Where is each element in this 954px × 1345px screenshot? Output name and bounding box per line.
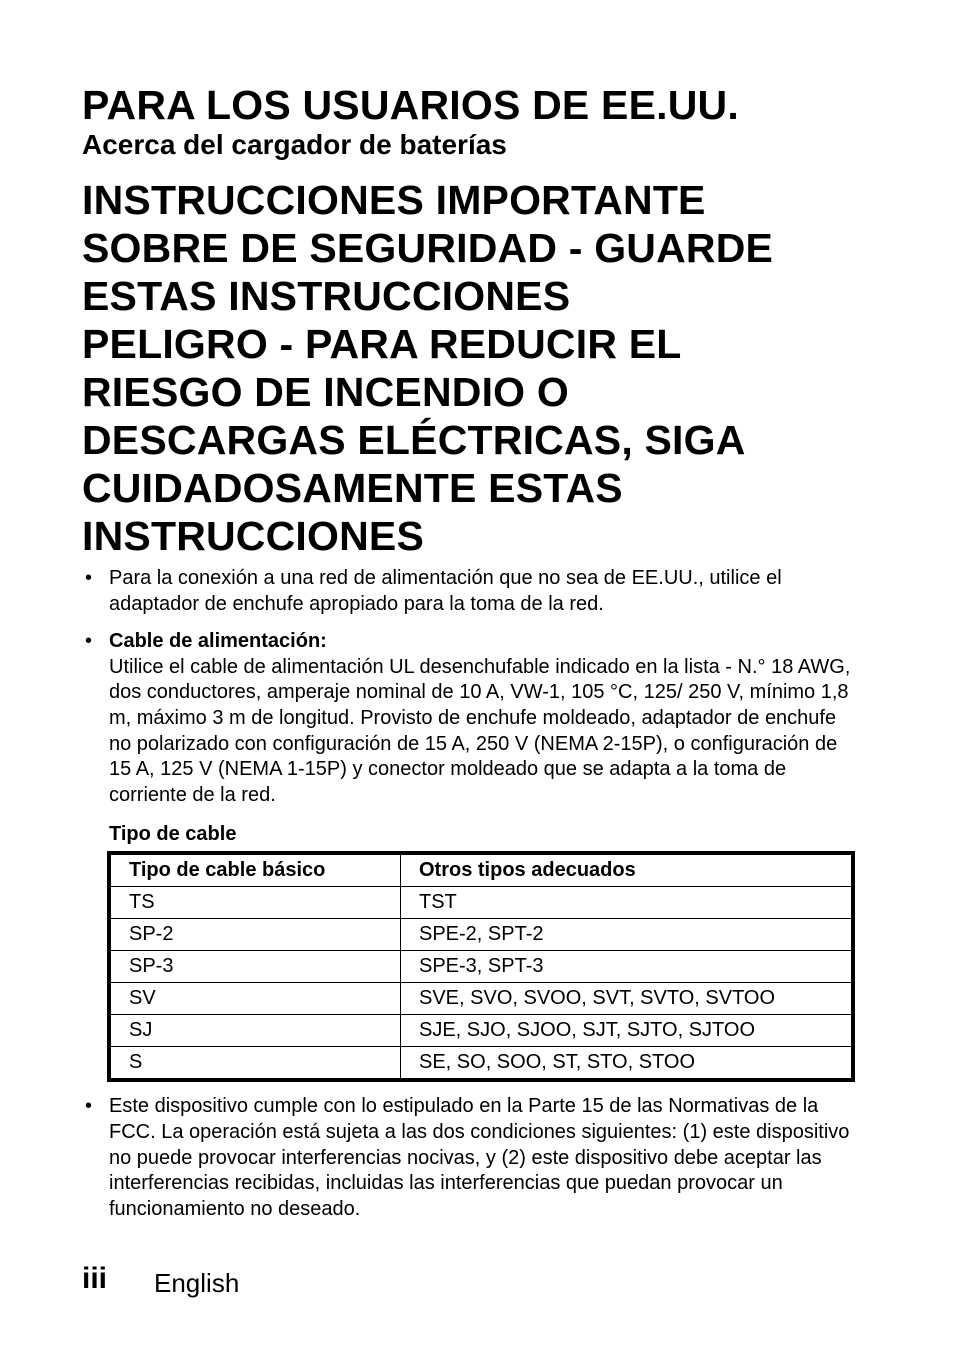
- warning-line: ESTAS INSTRUCCIONES: [82, 273, 571, 319]
- column-header: Tipo de cable básico: [109, 853, 401, 887]
- table-cell: SVE, SVO, SVOO, SVT, SVTO, SVTOO: [401, 983, 854, 1015]
- bullet-icon: •: [85, 630, 93, 653]
- list-item-text: Este dispositivo cumple con lo estipulado en la Parte 15 de las Normativas de la FCC. La operación está sujeta a las dos condiciones siguientes: (1) este dispositivo no puede provocar interferencias nocivas, y (2) este dispositivo debe aceptar las interferencias recibidas, incluidas las interferencias que puedan provocar un funcionamiento no deseado.: [109, 1095, 850, 1220]
- table-cell: SJ: [109, 1015, 401, 1047]
- table-row: [109, 887, 853, 919]
- safety-warning-heading: [82, 176, 862, 560]
- table-cell: SJE, SJO, SJOO, SJT, SJTO, SJTOO: [401, 1015, 854, 1047]
- bullet-icon: •: [85, 567, 93, 589]
- list-item-text: Utilice el cable de alimentación UL desenchufable indicado en la lista - N.° 18 AWG, dos conductores, amperaje nominal de 10 A, VW-1, 105 °C, 125/ 250 V, mínimo 1,8 m, máximo 3 m de longitud. Provisto de enchufe moldeado, adaptador de enchufe no polarizado con configuración de 15 A, 250 V (NEMA 2-15P), o configuración de 15 A, 125 V (NEMA 1-15P) y conector moldeado que se adapta a la toma de corriente de la red.: [109, 655, 851, 806]
- list-item-heading: Cable de alimentación:: [109, 630, 327, 653]
- table-cell: TST: [401, 887, 854, 919]
- table-cell: SPE-2, SPT-2: [401, 919, 854, 951]
- table-cell: SE, SO, SOO, ST, STO, STOO: [401, 1047, 854, 1081]
- table-header-row: [109, 853, 853, 887]
- list-item-text: Para la conexión a una red de alimentación que no sea de EE.UU., utilice el adaptador de enchufe apropiado para la toma de la red.: [109, 567, 782, 615]
- language-label: English: [154, 1268, 240, 1298]
- table-cell: SV: [109, 983, 401, 1015]
- table-cell: TS: [109, 887, 401, 919]
- list-item-plug-adapter: [82, 566, 862, 617]
- table-row: [109, 1047, 853, 1081]
- table-row: [109, 1015, 853, 1047]
- cable-type-table: [107, 851, 855, 1082]
- table-row: [109, 983, 853, 1015]
- table-cell: S: [109, 1047, 401, 1081]
- table-caption: Tipo de cable: [109, 823, 237, 846]
- warning-line: PELIGRO - PARA REDUCIR EL: [82, 321, 682, 367]
- page-number: iii: [82, 1262, 108, 1295]
- table-cell: SP-2: [109, 919, 401, 951]
- table-row: [109, 951, 853, 983]
- table-cell: SPE-3, SPT-3: [401, 951, 854, 983]
- table-row: [109, 919, 853, 951]
- bullet-icon: •: [85, 1095, 93, 1118]
- page-content: [82, 82, 862, 1222]
- warning-line: DESCARGAS ELÉCTRICAS, SIGA: [82, 417, 746, 463]
- warning-line: RIESGO DE INCENDIO O: [82, 369, 569, 415]
- warning-line: INSTRUCCIONES: [82, 513, 425, 559]
- list-item-power-cord: [82, 629, 862, 1082]
- instruction-list: [82, 566, 862, 1222]
- warning-line: CUIDADOSAMENTE ESTAS: [82, 465, 623, 511]
- warning-line: SOBRE DE SEGURIDAD - GUARDE: [82, 225, 774, 271]
- page-title: PARA LOS USUARIOS DE EE.UU.: [82, 82, 739, 128]
- page-subtitle: Acerca del cargador de baterías: [82, 129, 507, 160]
- column-header: Otros tipos adecuados: [401, 853, 854, 887]
- list-item-fcc-notice: [82, 1094, 862, 1222]
- warning-line: INSTRUCCIONES IMPORTANTE: [82, 177, 706, 223]
- table-cell: SP-3: [109, 951, 401, 983]
